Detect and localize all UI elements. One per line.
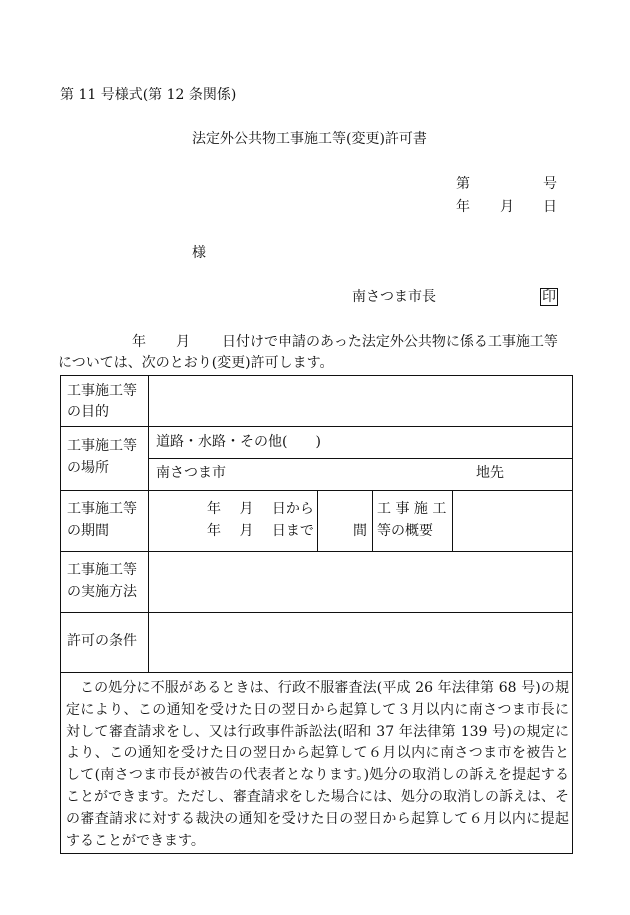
intro-line2: については、次のとおり(変更)許可します。 bbox=[58, 355, 334, 371]
column-divider bbox=[372, 490, 373, 551]
conditions-label: 許可の条件 bbox=[67, 633, 137, 649]
doc-number-suffix: 号 bbox=[543, 176, 557, 192]
location-type: 道路・水路・その他( ) bbox=[156, 434, 321, 450]
issuer-name: 南さつま市長 bbox=[352, 289, 436, 305]
column-divider bbox=[452, 490, 453, 551]
period-days-suffix: 間 bbox=[353, 523, 367, 539]
period-from: 年 月 日から bbox=[207, 501, 314, 517]
intro-month: 月 bbox=[176, 334, 190, 350]
permit-table bbox=[60, 375, 573, 854]
purpose-label-line1: 工事施工等 bbox=[67, 383, 137, 399]
form-number: 第 11 号様式(第 12 条関係) bbox=[60, 87, 237, 103]
intro-year: 年 bbox=[132, 334, 146, 350]
row-divider bbox=[61, 672, 572, 673]
method-label-line2: の実施方法 bbox=[67, 584, 137, 600]
document-title: 法定外公共物工事施工等(変更)許可書 bbox=[192, 131, 427, 147]
period-label-line2: の期間 bbox=[67, 523, 109, 539]
overview-label-line1: 工 事 施 工 bbox=[377, 501, 447, 517]
column-divider bbox=[317, 490, 318, 551]
location-city: 南さつま市 bbox=[156, 465, 226, 481]
row-divider bbox=[61, 551, 572, 552]
intro-line1: 日付けで申請のあった法定外公共物に係る工事施工等 bbox=[222, 334, 558, 350]
date-year: 年 bbox=[456, 199, 470, 215]
date-day: 日 bbox=[543, 199, 557, 215]
location-label-line2: の場所 bbox=[67, 460, 109, 476]
overview-label-line2: 等の概要 bbox=[377, 523, 433, 539]
doc-number-prefix: 第 bbox=[456, 176, 470, 192]
purpose-label-line2: の目的 bbox=[67, 404, 109, 420]
column-divider bbox=[148, 376, 149, 672]
period-to: 年 月 日まで bbox=[207, 523, 314, 539]
appeal-notice bbox=[66, 678, 569, 852]
seal-mark: 印 bbox=[542, 289, 556, 305]
date-month: 月 bbox=[500, 199, 514, 215]
period-label-line1: 工事施工等 bbox=[67, 501, 137, 517]
location-label-line1: 工事施工等 bbox=[67, 438, 137, 454]
addressee-suffix: 様 bbox=[192, 245, 206, 261]
row-divider bbox=[61, 426, 572, 427]
method-label-line1: 工事施工等 bbox=[67, 562, 137, 578]
appeal-notice-text: この処分に不服があるときは、行政不服審査法(平成 26 年法律第 68 号)の規定により、この通知を受けた日の翌日から起算して３月以内に南さつま市長に対して審査請求をし、又は行政事件訴訟法(昭和 37 年法律第 139 号)の規定により、この通知を受けた日の翌日から起算して６月以内に南さつま市を被告として(南さつま市長が被告の代表者となります。)処分の取消しの訴えを提起することができます。ただし、審査請求をした場合には、処分の取消しの訴えは、その審査請求に対する裁決の通知を受けた日の翌日から起算して６月以内に提起することができます。 bbox=[66, 680, 569, 849]
location-suffix: 地先 bbox=[476, 465, 504, 481]
row-divider bbox=[61, 612, 572, 613]
row-divider bbox=[149, 458, 572, 459]
